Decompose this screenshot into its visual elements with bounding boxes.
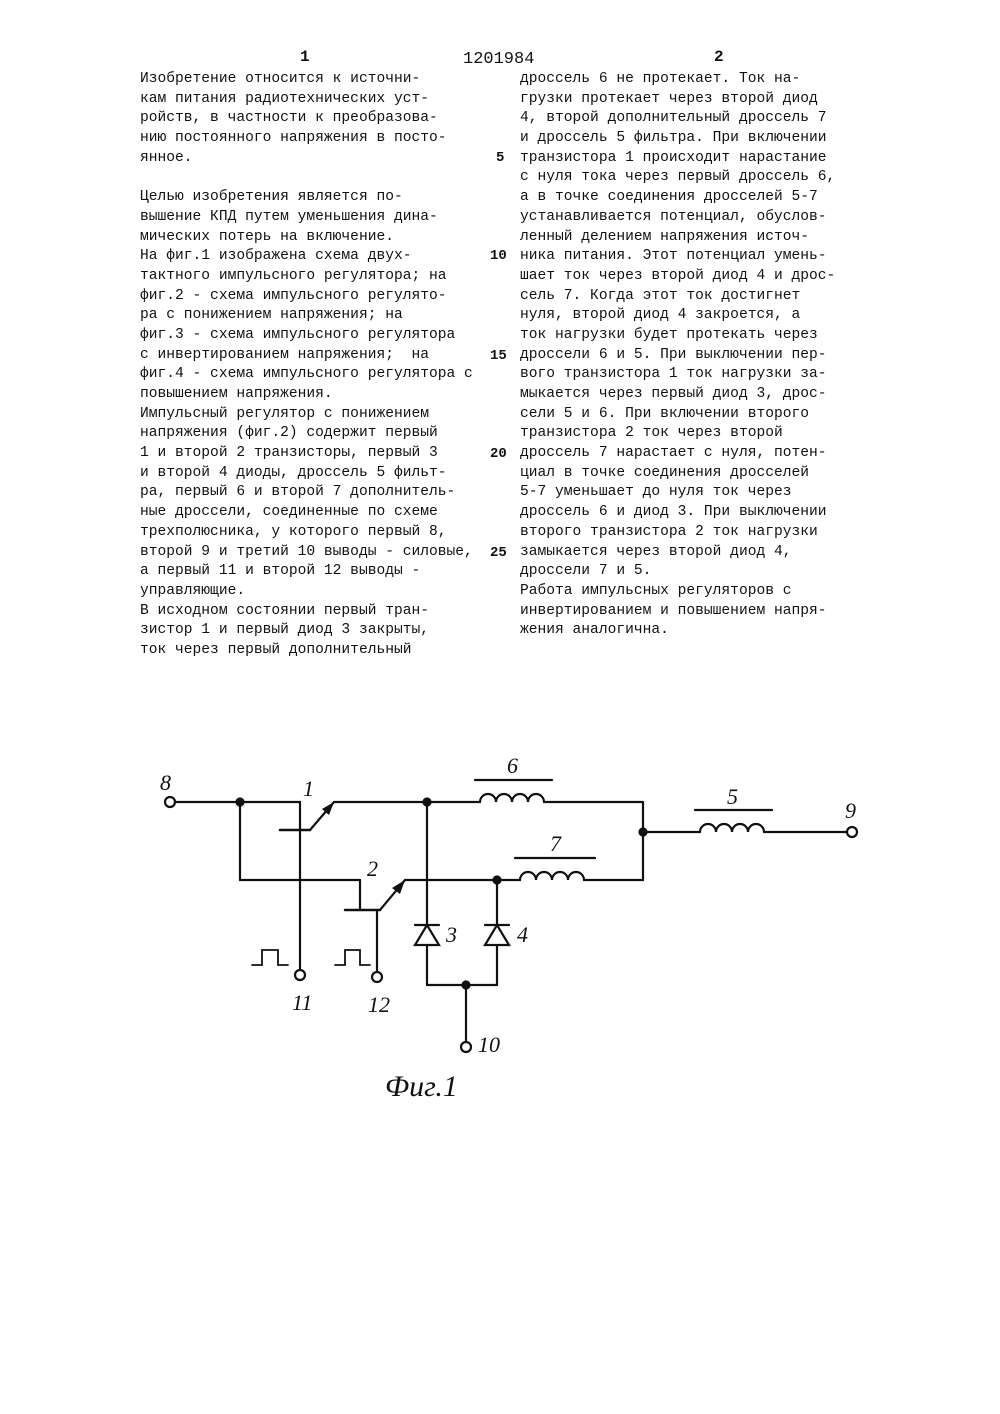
text-line: Целью изобретения является по-: [140, 189, 403, 206]
text-line: управляющие.: [140, 582, 246, 599]
text-line: зистор 1 и первый диод 3 закрыты,: [140, 622, 430, 639]
text-line: тактного импульсного регулятора; на: [140, 267, 447, 284]
text-line: мыкается через первый диод 3, дроc-: [520, 386, 827, 402]
pulse-icon: [335, 950, 370, 965]
line-number: 20: [490, 446, 507, 462]
text-line: В исходном состоянии первый тран-: [140, 602, 430, 619]
label-9: 9: [845, 798, 856, 823]
text-line: 1 и второй 2 транзисторы, первый 3: [140, 445, 438, 462]
text-line: Работа импульсных регуляторов с: [520, 582, 792, 599]
column-number-left: 1: [300, 48, 310, 66]
text-line: а в точке соединения дросселей 5-7: [520, 189, 818, 206]
text-line: циал в точке соединения дросселей: [520, 464, 810, 481]
text-line: ные дроссели, соединенные по схеме: [140, 504, 438, 521]
line-number: 5: [496, 150, 505, 166]
text-line: фиг.2 - схема импульсного регулято-: [140, 287, 447, 304]
label-8: 8: [160, 770, 171, 795]
text-line: сели 5 и 6. При включении второго: [520, 405, 810, 422]
terminal-11: [295, 970, 305, 980]
diode-4: [485, 925, 509, 945]
text-line: напряжения (фиг.2) содержит первый: [140, 425, 438, 442]
label-12: 12: [368, 992, 390, 1017]
text-line: 4, второй дополнительный дроссель 7: [520, 110, 827, 127]
text-line: второго транзистора 2 ток нагрузки: [520, 523, 818, 540]
text-line: ника питания. Этот потенциал умень-: [520, 248, 827, 265]
text-line: жения аналогична.: [520, 622, 669, 639]
text-line: грузки протекает через второй диод: [520, 90, 818, 107]
text-line: с нуля тока через первый дроссель 6,: [520, 169, 836, 186]
pulse-icon: [252, 950, 288, 965]
text-line: 5-7 уменьшает до нуля ток через: [520, 484, 792, 501]
text-line: транзистора 1 происходит нарастание: [520, 149, 827, 166]
label-10: 10: [478, 1032, 500, 1057]
text-line: нию постоянного напряжения в посто-: [140, 130, 447, 147]
terminal-8: [165, 797, 175, 807]
text-line: дроссель 6 не протекает. Ток на-: [520, 71, 801, 87]
column-number-right: 2: [714, 48, 724, 66]
text-line: ленный делением напряжения источ-: [520, 228, 810, 245]
text-line: устанавливается потенциал, обуслов-: [520, 208, 827, 225]
text-line: фиг.4 - схема импульсного регулятора с: [140, 366, 473, 383]
text-line: ра с понижением напряжения; на: [140, 307, 403, 324]
text-line: ра, первый 6 и второй 7 дополнитель-: [140, 484, 456, 501]
text-column-right: [520, 70, 880, 641]
inductor-7: [520, 872, 584, 880]
text-line: повышением напряжения.: [140, 386, 333, 402]
text-line: ток через первый дополнительный: [140, 641, 412, 658]
text-line: с инвертированием напряжения; на: [140, 346, 430, 363]
label-6: 6: [507, 753, 518, 778]
text-line: замыкается через второй диод 4,: [520, 543, 792, 560]
text-line: мических потерь на включение.: [140, 228, 394, 245]
text-line: нуля, второй диод 4 закроется, а: [520, 307, 801, 324]
text-line: дроссели 6 и 5. При выключении пер-: [520, 346, 827, 363]
label-4: 4: [517, 922, 528, 947]
text-line: фиг.3 - схема импульсного регулятора: [140, 326, 456, 343]
text-line: На фиг.1 изображена схема двух-: [140, 248, 412, 265]
text-line: вого транзистора 1 ток нагрузки за-: [520, 366, 827, 383]
label-11: 11: [292, 990, 313, 1015]
line-number: 15: [490, 348, 507, 364]
inductor-5: [700, 824, 764, 832]
text-line: и дроссель 5 фильтра. При включении: [520, 130, 827, 147]
text-line: шает ток через второй диод 4 и дрос-: [520, 267, 836, 284]
line-number: 10: [490, 248, 507, 264]
text-line: дроссель 6 и диод 3. При выключении: [520, 504, 827, 521]
text-line: [140, 168, 480, 188]
terminal-12: [372, 972, 382, 982]
label-1: 1: [303, 776, 314, 801]
text-column-left: [140, 70, 480, 661]
patent-number: 1201984: [463, 50, 535, 69]
text-line: ток нагрузки будет протекать через: [520, 326, 818, 343]
text-line: вышение КПД путем уменьшения дина-: [140, 208, 438, 225]
text-line: и второй 4 диоды, дроссель 5 фильт-: [140, 464, 447, 481]
label-5: 5: [727, 784, 738, 809]
text-line: кам питания радиотехнических уст-: [140, 90, 430, 107]
text-line: ройств, в частности к преобразова-: [140, 110, 438, 127]
text-line: инвертированием и повышением напря-: [520, 602, 827, 619]
text-line: трехполюсника, у которого первый 8,: [140, 523, 447, 540]
terminal-9: [847, 827, 857, 837]
text-line: дроссели 7 и 5.: [520, 563, 652, 580]
line-number: 25: [490, 545, 507, 561]
label-7: 7: [550, 831, 561, 856]
text-line: сель 7. Когда этот ток достигнет: [520, 287, 801, 304]
diode-3: [415, 925, 439, 945]
text-line: транзистора 2 ток через второй: [520, 425, 783, 442]
text-line: Импульсный регулятор с понижением: [140, 405, 430, 422]
terminal-10: [461, 1042, 471, 1052]
label-2: 2: [367, 856, 378, 881]
text-line: дроссель 7 нарастает с нуля, потен-: [520, 445, 827, 462]
text-line: а первый 11 и второй 12 выводы -: [140, 563, 421, 580]
inductor-6: [480, 794, 544, 802]
text-line: Изобретение относится к источни-: [140, 71, 421, 87]
text-line: янное.: [140, 149, 193, 166]
figure-caption: Фиг.1: [385, 1070, 458, 1103]
text-line: второй 9 и третий 10 выводы - силовые,: [140, 543, 473, 560]
circuit-diagram: [0, 740, 1000, 1070]
label-3: 3: [446, 922, 457, 947]
